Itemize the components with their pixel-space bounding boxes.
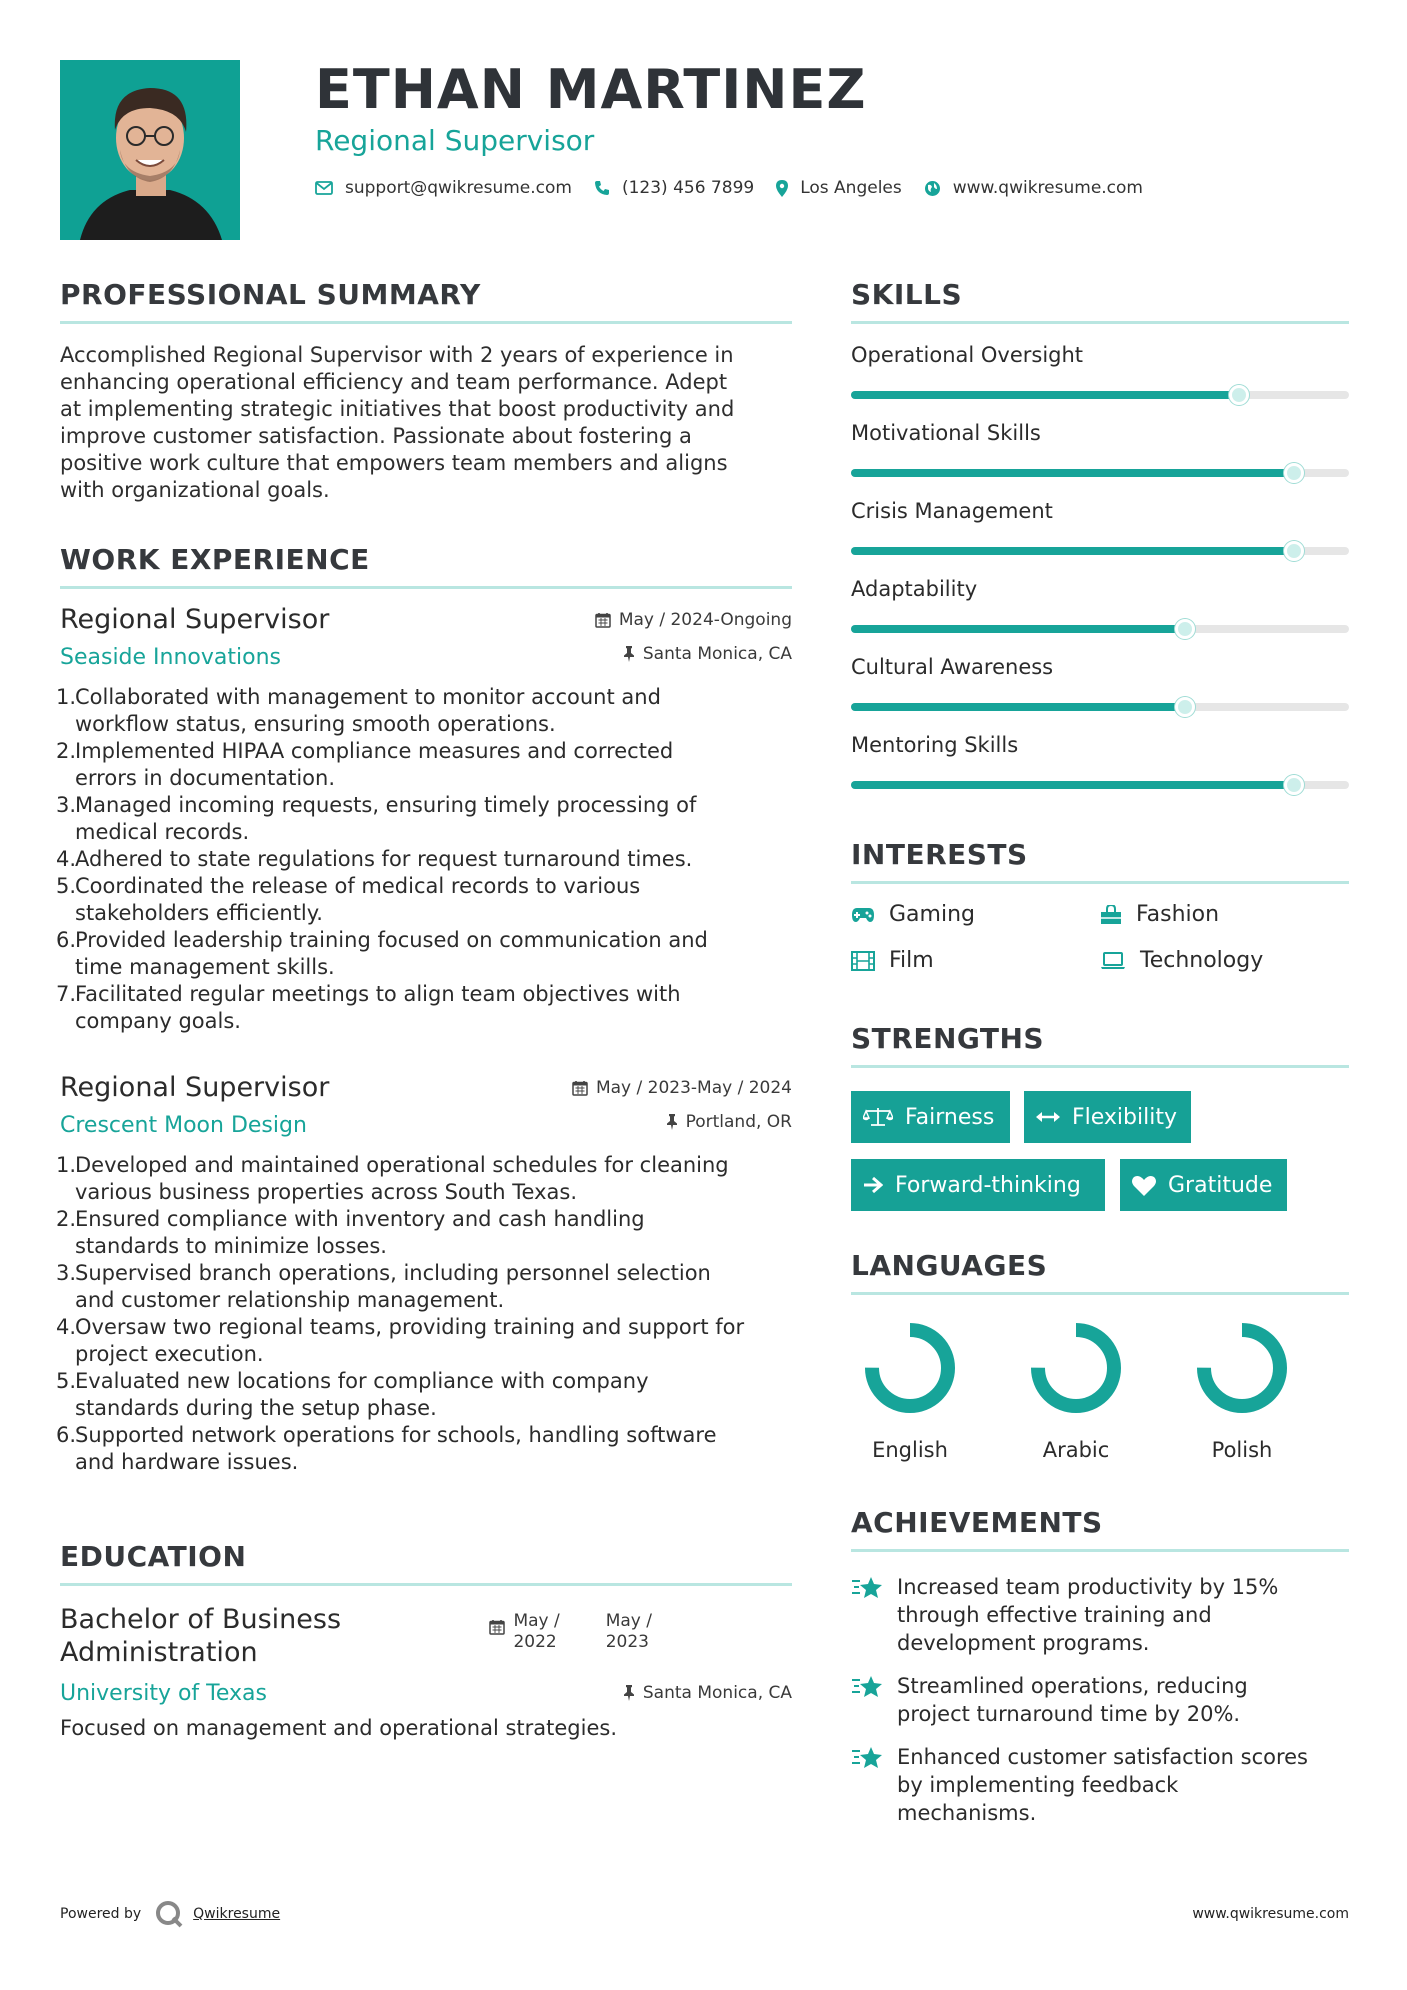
job-location-text: Portland, OR	[685, 1112, 792, 1132]
education-end: May / 2023	[605, 1611, 652, 1652]
skill-bar-knob	[1175, 619, 1195, 639]
language-item	[850, 1320, 970, 1462]
language-ring	[862, 1320, 958, 1416]
contact-location	[776, 178, 902, 198]
skill-bar-fill	[851, 703, 1185, 711]
education-divider	[60, 1583, 792, 1586]
summary-text	[60, 342, 800, 504]
skill-bar-fill	[851, 625, 1185, 633]
phone-icon	[594, 180, 610, 196]
balance-scale-icon	[863, 1107, 893, 1127]
skill-name: Operational Oversight	[851, 343, 1084, 367]
qwikresume-link[interactable]: Qwikresume	[193, 1906, 281, 1922]
laptop-icon	[1100, 952, 1126, 970]
language-ring	[1194, 1320, 1290, 1416]
skill-name: Cultural Awareness	[851, 655, 1054, 679]
heart-icon	[1132, 1175, 1156, 1196]
strength-badge-flexibility: Flexibility	[1024, 1091, 1191, 1143]
shooting-star-icon	[851, 1575, 885, 1601]
language-name: Arabic	[1042, 1438, 1110, 1462]
list-item: 3. Managed incoming requests, ensuring timely processing of medical records.	[56, 793, 697, 844]
skills-divider	[851, 321, 1349, 324]
list-item: 4. Adhered to state regulations for request turnaround times.	[56, 847, 693, 871]
job-meta	[595, 610, 792, 664]
list-item: 5. Coordinated the release of medical records to various stakeholders efficiently.	[56, 874, 641, 925]
summary-heading: PROFESSIONAL SUMMARY	[60, 278, 481, 311]
education-start: May / 2022	[513, 1611, 560, 1652]
skill-item	[851, 733, 1349, 789]
interests-divider	[851, 881, 1349, 884]
skill-bar-fill	[851, 781, 1294, 789]
job-bullets	[56, 684, 792, 1035]
school-name: University of Texas	[60, 1681, 267, 1706]
skill-bar-knob	[1175, 697, 1195, 717]
job-title: Regional Supervisor	[60, 604, 330, 635]
thumbtack-icon	[623, 1685, 635, 1701]
contact-website[interactable]	[924, 178, 1143, 198]
achievements-divider	[851, 1549, 1349, 1552]
contact-email[interactable]	[315, 178, 572, 198]
skill-bar-fill	[851, 469, 1294, 477]
contact-bar	[315, 178, 1165, 198]
job-date-text: May / 2023-May / 2024	[595, 1078, 792, 1098]
candidate-role: Regional Supervisor	[315, 124, 595, 157]
summary-line: with organizational goals.	[60, 478, 330, 502]
skill-bar-knob	[1284, 463, 1304, 483]
envelope-icon	[315, 181, 333, 195]
arrow-right-icon	[863, 1176, 883, 1194]
profile-photo	[60, 60, 240, 240]
language-name: Polish	[1211, 1438, 1273, 1462]
skill-name: Mentoring Skills	[851, 733, 1019, 757]
skill-bar	[851, 781, 1349, 789]
skill-bar	[851, 391, 1349, 399]
list-item: 7. Facilitated regular meetings to align team objectives with company goals.	[56, 982, 681, 1033]
skill-bar-knob	[1284, 541, 1304, 561]
summary-line: enhancing operational efficiency and team performance. Adept	[60, 370, 728, 394]
phone-text: (123) 456 7899	[621, 178, 755, 198]
job-date-text: May / 2024-Ongoing	[618, 610, 792, 630]
skill-item	[851, 343, 1349, 399]
globe-icon	[924, 180, 941, 197]
language-ring	[1028, 1320, 1124, 1416]
list-item: 6. Provided leadership training focused on communication and time management skills.	[56, 928, 708, 979]
job-entry	[56, 604, 792, 1035]
skill-bar	[851, 547, 1349, 555]
job-date	[595, 610, 792, 630]
skill-bar	[851, 469, 1349, 477]
interest-technology: Technology	[1100, 948, 1263, 973]
strength-badge-gratitude: Gratitude	[1120, 1159, 1287, 1211]
summary-line: improve customer satisfaction. Passionate about fostering a	[60, 424, 692, 448]
list-item: 6. Supported network operations for schools, handling software and hardware issues.	[56, 1423, 717, 1474]
qwikresume-logo-icon	[155, 1900, 185, 1928]
job-entry	[56, 1072, 792, 1476]
bag-icon	[1100, 905, 1122, 925]
job-location-text: Santa Monica, CA	[642, 644, 792, 664]
achievements-heading: ACHIEVEMENTS	[851, 1506, 1103, 1539]
education-dates	[489, 1611, 652, 1653]
skill-bar	[851, 703, 1349, 711]
skill-item	[851, 577, 1349, 633]
skill-bar-fill	[851, 547, 1294, 555]
list-item: 2. Implemented HIPAA compliance measures and corrected errors in documentation.	[56, 739, 674, 790]
skill-bar-knob	[1284, 775, 1304, 795]
skill-name: Adaptability	[851, 577, 978, 601]
list-item: 3. Supervised branch operations, including personnel selection and customer relationship management.	[56, 1261, 711, 1312]
experience-heading: WORK EXPERIENCE	[60, 543, 370, 576]
summary-divider	[60, 321, 792, 324]
arrows-horizontal-icon	[1036, 1111, 1060, 1123]
skill-item	[851, 421, 1349, 477]
education-heading: EDUCATION	[60, 1540, 247, 1573]
interest-film: Film	[851, 948, 934, 973]
skill-bar	[851, 625, 1349, 633]
skill-name: Motivational Skills	[851, 421, 1041, 445]
education-entry	[60, 1603, 792, 1740]
language-item	[1016, 1320, 1136, 1462]
strength-badge-forward-thinking: Forward-thinking	[851, 1159, 1105, 1211]
languages-divider	[851, 1292, 1349, 1295]
candidate-name: ETHAN MARTINEZ	[315, 58, 867, 121]
gamepad-icon	[851, 907, 875, 923]
skills-heading: SKILLS	[851, 278, 963, 311]
footer-website[interactable]: www.qwikresume.com	[1192, 1906, 1349, 1922]
list-item: 2. Ensured compliance with inventory and cash handling standards to minimize losses.	[56, 1207, 645, 1258]
strengths-divider	[851, 1065, 1349, 1068]
strengths-heading: STRENGTHS	[851, 1022, 1045, 1055]
calendar-icon	[489, 1619, 505, 1635]
strength-badge-fairness: Fairness	[851, 1091, 1010, 1143]
achievement-item: Enhanced customer satisfaction scores by implementing feedback mechanisms.	[851, 1743, 1349, 1827]
summary-line: at implementing strategic initiatives that boost productivity and	[60, 397, 735, 421]
thumbtack-icon	[666, 1114, 678, 1130]
list-item: 5. Evaluated new locations for compliance with company standards during the setup phase.	[56, 1369, 649, 1420]
achievement-item: Streamlined operations, reducing project turnaround time by 20%.	[851, 1672, 1349, 1728]
language-item	[1182, 1320, 1302, 1462]
interest-fashion: Fashion	[1100, 902, 1219, 927]
location-text: Los Angeles	[800, 178, 902, 198]
map-pin-icon	[776, 180, 788, 197]
calendar-icon	[572, 1080, 588, 1096]
list-item: 4. Oversaw two regional teams, providing training and support for project execution.	[56, 1315, 745, 1366]
degree-title: Bachelor of Business Administration	[60, 1604, 342, 1668]
shooting-star-icon	[851, 1674, 885, 1700]
skill-item	[851, 499, 1349, 555]
languages-heading: LANGUAGES	[851, 1249, 1048, 1282]
list-item: 1. Collaborated with management to monitor account and workflow status, ensuring smooth operations.	[56, 685, 661, 736]
website-text: www.qwikresume.com	[952, 178, 1143, 198]
job-location	[595, 644, 792, 664]
skill-bar-knob	[1229, 385, 1249, 405]
skill-name: Crisis Management	[851, 499, 1053, 523]
film-icon	[851, 951, 875, 971]
list-item: 1. Developed and maintained operational schedules for cleaning various business properties across South Texas.	[56, 1153, 729, 1204]
achievement-item: Increased team productivity by 15% through effective training and development programs.	[851, 1573, 1349, 1657]
thumbtack-icon	[623, 646, 635, 662]
job-company: Seaside Innovations	[60, 645, 281, 670]
language-name: English	[872, 1438, 948, 1462]
summary-line: Accomplished Regional Supervisor with 2 years of experience in	[60, 343, 734, 367]
job-location	[572, 1112, 792, 1132]
job-date	[572, 1078, 792, 1098]
calendar-icon	[595, 612, 611, 628]
contact-phone[interactable]	[594, 178, 754, 198]
interests-heading: INTERESTS	[851, 838, 1028, 871]
email-text: support@qwikresume.com	[345, 178, 572, 198]
job-bullets	[56, 1152, 792, 1476]
skill-bar-fill	[851, 391, 1239, 399]
experience-divider	[60, 586, 792, 589]
footer-powered-by: Powered by Qwikresume	[60, 1900, 280, 1928]
shooting-star-icon	[851, 1745, 885, 1771]
education-location: Santa Monica, CA	[623, 1683, 792, 1703]
summary-line: positive work culture that empowers team members and aligns	[60, 451, 728, 475]
job-meta	[572, 1078, 792, 1132]
skill-item	[851, 655, 1349, 711]
education-description: Focused on management and operational strategies.	[60, 1716, 618, 1740]
job-title: Regional Supervisor	[60, 1072, 330, 1103]
interest-gaming: Gaming	[851, 902, 975, 927]
job-company: Crescent Moon Design	[60, 1113, 307, 1138]
